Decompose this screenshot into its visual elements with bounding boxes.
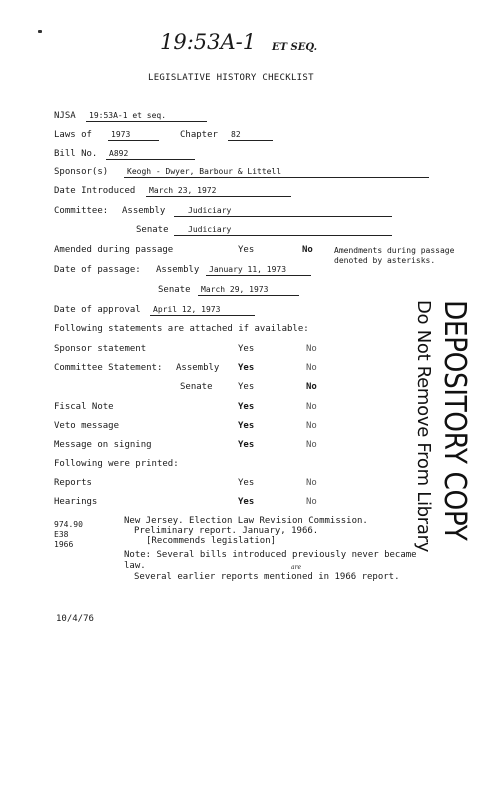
njsa-value: 19:53A-1 et seq. xyxy=(86,111,207,122)
note-line-2: law. xyxy=(124,561,146,571)
date-approval-label: Date of approval xyxy=(54,305,141,315)
committee-statement-senate-yes: Yes xyxy=(238,382,255,392)
committee-statement-senate-no: No xyxy=(306,382,317,392)
message-signing-label: Message on signing xyxy=(54,440,152,450)
veto-message-yes: Yes xyxy=(238,421,255,431)
sponsor-statement-yes: Yes xyxy=(238,344,255,354)
amended-yes: Yes xyxy=(238,245,255,255)
committee-assembly-value: Judiciary xyxy=(174,206,392,217)
amended-no: No xyxy=(302,245,313,255)
handwritten-title: 19:53A-1 xyxy=(160,30,257,54)
committee-statement-label: Committee Statement: xyxy=(54,363,163,373)
amendments-note: Amendments during passage xyxy=(334,246,455,255)
amendments-note-2: denoted by asterisks. xyxy=(334,256,436,265)
committee-senate-value: Judiciary xyxy=(174,225,392,236)
committee-statement-assembly: Assembly xyxy=(176,363,220,373)
fiscal-note-yes: Yes xyxy=(238,402,255,412)
depository-stamp-line-1: DEPOSITORY COPY xyxy=(437,300,472,541)
reports-no: No xyxy=(306,478,317,488)
committee-assembly-label: Assembly xyxy=(122,206,166,216)
hearings-label: Hearings xyxy=(54,497,98,507)
sponsor-statement-no: No xyxy=(306,344,317,354)
fiscal-note-label: Fiscal Note xyxy=(54,402,114,412)
reports-label: Reports xyxy=(54,478,92,488)
footer-date: 10/4/76 xyxy=(56,614,94,624)
committee-statement-senate: Senate xyxy=(180,382,213,392)
catalog-entry-2: Preliminary report. January, 1966. xyxy=(134,526,319,536)
njsa-label: NJSA xyxy=(54,111,76,121)
catalog-entry-3: [Recommends legislation] xyxy=(146,536,277,546)
laws-label: Laws of xyxy=(54,130,92,140)
checklist-title: LEGISLATIVE HISTORY CHECKLIST xyxy=(148,73,314,83)
committee-label: Committee: xyxy=(54,206,109,216)
chapter-label: Chapter xyxy=(180,130,218,140)
chapter-value: 82 xyxy=(228,130,273,141)
amended-label: Amended during passage xyxy=(54,245,174,255)
note-line-1: Note: Several bills introduced previously never became xyxy=(124,550,417,560)
note-line-3: Several earlier reports mentioned in 1966 report. xyxy=(134,572,400,582)
passage-assembly-value: January 11, 1973 xyxy=(206,265,311,276)
hearings-no: No xyxy=(306,497,317,507)
fiscal-note-no: No xyxy=(306,402,317,412)
following-attached: Following statements are attached if available: xyxy=(54,324,309,334)
bill-value: A892 xyxy=(106,149,195,160)
reports-yes: Yes xyxy=(238,478,255,488)
call-number-2: E38 xyxy=(54,530,69,539)
date-introduced-value: March 23, 1972 xyxy=(146,186,291,197)
committee-statement-assembly-no: No xyxy=(306,363,317,373)
bill-label: Bill No. xyxy=(54,149,98,159)
call-number-3: 1966 xyxy=(54,540,74,549)
date-approval-value: April 12, 1973 xyxy=(150,305,255,316)
veto-message-label: Veto message xyxy=(54,421,120,431)
message-signing-no: No xyxy=(306,440,317,450)
passage-senate-label: Senate xyxy=(158,285,191,295)
message-signing-yes: Yes xyxy=(238,440,255,450)
committee-senate-label: Senate xyxy=(136,225,169,235)
veto-message-no: No xyxy=(306,421,317,431)
note-handwritten-insert: are xyxy=(291,564,301,571)
catalog-entry-1: New Jersey. Election Law Revision Commission. xyxy=(124,516,368,526)
call-number-1: 974.90 xyxy=(54,520,83,529)
passage-assembly-label: Assembly xyxy=(156,265,200,275)
sponsors-value: Keogh - Dwyer, Barbour & Littell xyxy=(124,167,429,178)
stray-mark xyxy=(38,30,42,33)
following-printed: Following were printed: xyxy=(54,459,179,469)
hearings-yes: Yes xyxy=(238,497,255,507)
handwritten-suffix: ET SEQ. xyxy=(272,42,318,53)
passage-senate-value: March 29, 1973 xyxy=(198,285,299,296)
sponsor-statement-label: Sponsor statement xyxy=(54,344,147,354)
laws-value: 1973 xyxy=(108,130,159,141)
committee-statement-assembly-yes: Yes xyxy=(238,363,255,373)
sponsors-label: Sponsor(s) xyxy=(54,167,109,177)
date-passage-label: Date of passage: xyxy=(54,265,141,275)
date-introduced-label: Date Introduced xyxy=(54,186,136,196)
depository-stamp-line-2: Do Not Remove From Library xyxy=(413,300,434,553)
